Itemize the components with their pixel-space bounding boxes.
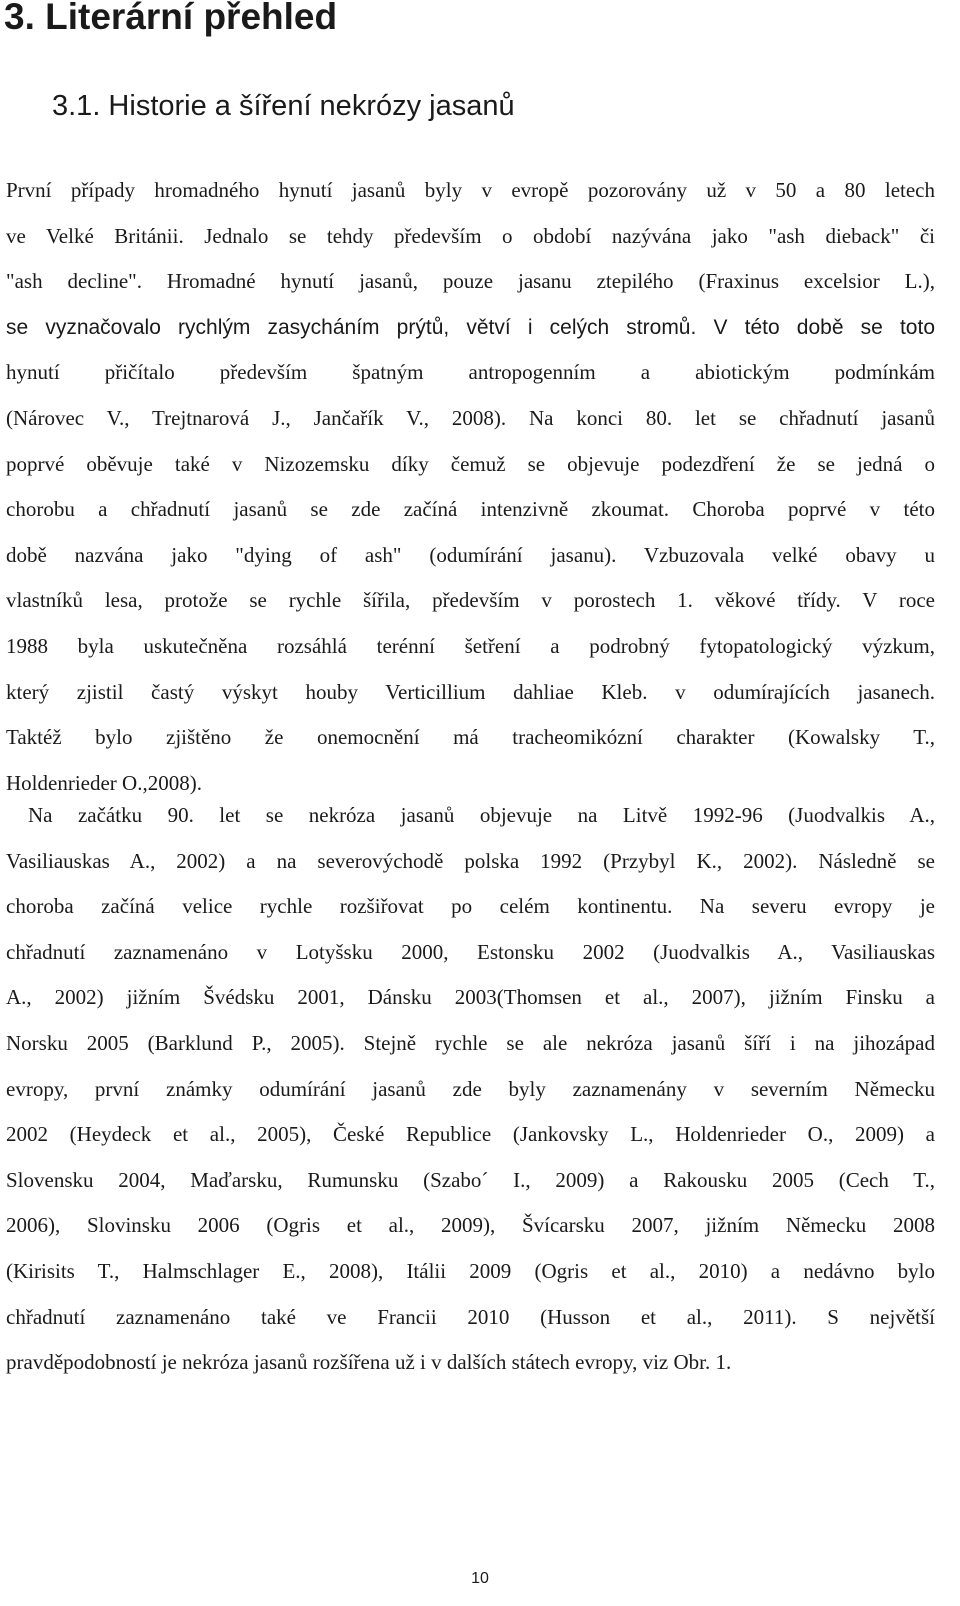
- chapter-heading: 3. Literární přehled: [4, 0, 338, 37]
- section-heading: 3.1. Historie a šíření nekrózy jasanů: [52, 90, 515, 122]
- text-line: chřadnutí zaznamenáno také ve Francii 2010 (Husson et al., 2011). S největší: [6, 1304, 935, 1329]
- text-line: evropy, první známky odumírání jasanů zde byly zaznamenány v severním Německu: [6, 1076, 935, 1101]
- text-line: Vasiliauskas A., 2002) a na severovýchodě polska 1992 (Przybyl K., 2002). Následně se: [6, 848, 935, 873]
- text-line: A., 2002) jižním Švédsku 2001, Dánsku 2003(Thomsen et al., 2007), jižním Finsku a: [6, 985, 935, 1010]
- text-line: chřadnutí zaznamenáno v Lotyšsku 2000, Estonsku 2002 (Juodvalkis A., Vasiliauskas: [6, 939, 935, 964]
- text-line: 2006), Slovinsku 2006 (Ogris et al., 2009), Švícarsku 2007, jižním Německu 2008: [6, 1213, 935, 1238]
- text-line: pravděpodobností je nekróza jasanů rozšířena už i v dalších státech evropy, viz Obr. 1.: [6, 1350, 732, 1375]
- paragraph-2: [6, 793, 935, 1386]
- text-line: Taktéž bylo zjištěno že onemocnění má tracheomikózní charakter (Kowalsky T.,: [6, 725, 935, 750]
- text-line: době nazvána jako "dying of ash" (odumírání jasanu). Vzbuzovala velké obavy u: [6, 542, 935, 567]
- text-line: hynutí přičítalo především špatným antropogenním a abiotickým podmínkám: [6, 360, 935, 385]
- text-line: "ash decline". Hromadné hynutí jasanů, pouze jasanu ztepilého (Fraxinus excelsior L.),: [6, 269, 935, 294]
- paragraph-1: [6, 168, 935, 806]
- text-line: 2002 (Heydeck et al., 2005), České Republice (Jankovsky L., Holdenrieder O., 2009) a: [6, 1122, 935, 1147]
- text-line: choroba začíná velice rychle rozšiřovat po celém kontinentu. Na severu evropy je: [6, 894, 935, 919]
- text-line: 1988 byla uskutečněna rozsáhlá terénní šetření a podrobný fytopatologický výzkum,: [6, 633, 935, 658]
- text-line: Na začátku 90. let se nekróza jasanů objevuje na Litvě 1992-96 (Juodvalkis A.,: [28, 803, 935, 827]
- text-line: chorobu a chřadnutí jasanů se zde začíná intenzivně zkoumat. Choroba poprvé v této: [6, 497, 935, 522]
- text-line: ve Velké Británii. Jednalo se tehdy především o období nazývána jako "ash dieback" či: [6, 223, 935, 248]
- text-line: Slovensku 2004, Maďarsku, Rumunsku (Szabo´ I., 2009) a Rakousku 2005 (Cech T.,: [6, 1167, 935, 1192]
- text-line: poprvé oběvuje také v Nizozemsku díky čemuž se objevuje podezdření že se jedná o: [6, 451, 935, 476]
- text-line: Holdenrieder O.,2008).: [6, 770, 202, 795]
- text-line: (Nárovec V., Trejtnarová J., Jančařík V., 2008). Na konci 80. let se chřadnutí jasanů: [6, 405, 935, 430]
- text-line: První případy hromadného hynutí jasanů byly v evropě pozorovány už v 50 a 80 letech: [6, 178, 935, 202]
- text-line: který zjistil častý výskyt houby Verticillium dahliae Kleb. v odumírajících jasanech.: [6, 679, 935, 704]
- text-line: vlastníků lesa, protože se rychle šířila, především v porostech 1. věkové třídy. V roce: [6, 588, 935, 613]
- text-line: Norsku 2005 (Barklund P., 2005). Stejně rychle se ale nekróza jasanů šíří i na jihozápad: [6, 1030, 935, 1055]
- text-line: (Kirisits T., Halmschlager E., 2008), Itálii 2009 (Ogris et al., 2010) a nedávno bylo: [6, 1258, 935, 1283]
- text-line: se vyznačovalo rychlým zasycháním prýtů, větví i celých stromů. V této době se toto: [6, 315, 935, 339]
- page-number: 10: [471, 1570, 489, 1587]
